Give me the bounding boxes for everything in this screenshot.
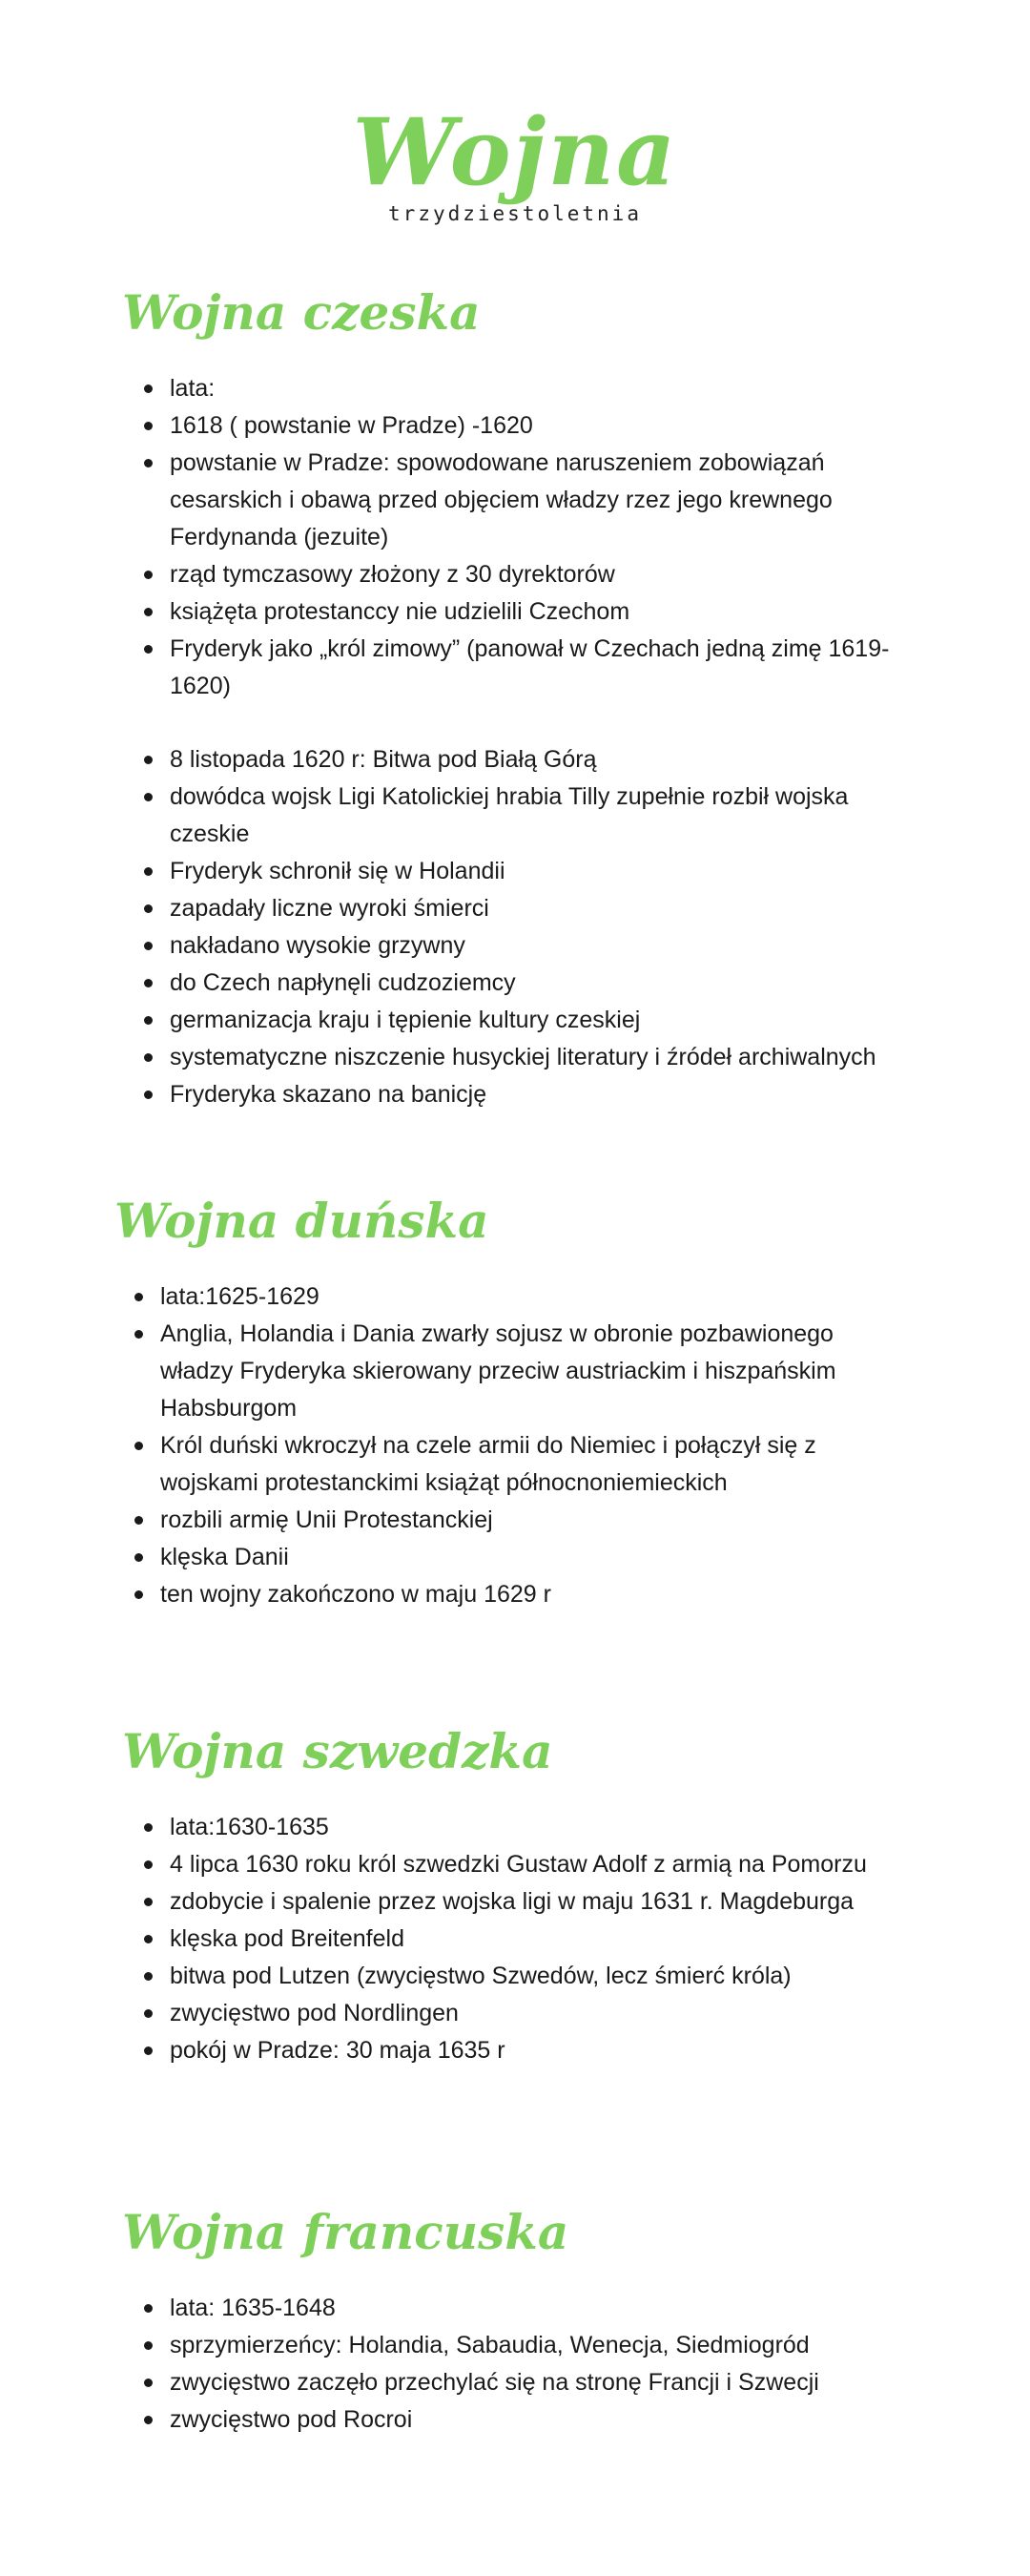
list-item: pokój w Pradze: 30 maja 1635 r — [170, 2032, 952, 2069]
list-item: 8 listopada 1620 r: Bitwa pod Białą Górą — [170, 741, 923, 779]
list-item: sprzymierzeńcy: Holandia, Sabaudia, Wenecja, Siedmiogród — [170, 2327, 952, 2364]
list-item: lata: — [170, 370, 923, 407]
list-item: Król duński wkroczył na czele armii do Niemiec i połączył się z wojskami protestanckimi książąt północnoniemieckich — [160, 1427, 876, 1502]
list-item: rozbili armię Unii Protestanckiej — [160, 1502, 876, 1539]
list-item: lata: 1635-1648 — [170, 2290, 952, 2327]
list-item: nakładano wysokie grzywny — [170, 927, 923, 965]
list-dunska — [160, 1278, 876, 1613]
list-item: Anglia, Holandia i Dania zwarły sojusz w obronie pozbawionego władzy Fryderyka skierowany przeciw austriackim i hiszpańskim Habsburgom — [160, 1316, 876, 1427]
list-item: lata:1625-1629 — [160, 1278, 876, 1316]
list-item: Fryderyka skazano na banicję — [170, 1076, 923, 1113]
page-subtitle: trzydziestoletnia — [388, 202, 642, 225]
section-heading-francuska: Wojna francuska — [122, 2204, 569, 2260]
list-francuska — [170, 2290, 952, 2439]
list-item: do Czech napłynęli cudzoziemcy — [170, 965, 923, 1002]
section-heading-dunska: Wojna duńska — [114, 1193, 489, 1249]
list-item: zwycięstwo pod Rocroi — [170, 2401, 952, 2439]
list-item: zapadały liczne wyroki śmierci — [170, 890, 923, 927]
list-item: powstanie w Pradze: spowodowane naruszeniem zobowiązań cesarskich i obawą przed objęciem władzy rzez jego krewnego Ferdynanda (jezuite) — [170, 445, 923, 556]
list-item: zwycięstwo zaczęło przechylać się na stronę Francji i Szwecji — [170, 2364, 952, 2401]
list-item: książęta protestanccy nie udzielili Czechom — [170, 593, 923, 631]
list-item: germanizacja kraju i tępienie kultury czeskiej — [170, 1002, 923, 1039]
list-item: zwycięstwo pod Nordlingen — [170, 1995, 952, 2032]
section-heading-szwedzka: Wojna szwedzka — [122, 1723, 553, 1779]
list-item: systematyczne niszczenie husyckiej literatury i źródeł archiwalnych — [170, 1039, 923, 1076]
list-item: klęska pod Breitenfeld — [170, 1921, 952, 1958]
list-item: lata:1630-1635 — [170, 1809, 952, 1846]
list-item: Fryderyk jako „król zimowy” (panował w Czechach jedną zimę 1619-1620) — [170, 631, 923, 705]
list-item: 4 lipca 1630 roku król szwedzki Gustaw Adolf z armią na Pomorzu — [170, 1846, 952, 1883]
list-czeska — [170, 370, 923, 1113]
list-item: dowódca wojsk Ligi Katolickiej hrabia Tilly zupełnie rozbił wojska czeskie — [170, 779, 923, 853]
list-item: 1618 ( powstanie w Pradze) -1620 — [170, 407, 923, 445]
section-heading-czeska: Wojna czeska — [122, 284, 481, 341]
list-item: Fryderyk schronił się w Holandii — [170, 853, 923, 890]
list-szwedzka — [170, 1809, 952, 2069]
page-title: Wojna — [352, 98, 678, 206]
list-item: klęska Danii — [160, 1539, 876, 1576]
list-item: zdobycie i spalenie przez wojska ligi w maju 1631 r. Magdeburga — [170, 1883, 952, 1921]
list-item: ten wojny zakończono w maju 1629 r — [160, 1576, 876, 1613]
list-item: rząd tymczasowy złożony z 30 dyrektorów — [170, 556, 923, 593]
list-item: bitwa pod Lutzen (zwycięstwo Szwedów, lecz śmierć króla) — [170, 1958, 952, 1995]
